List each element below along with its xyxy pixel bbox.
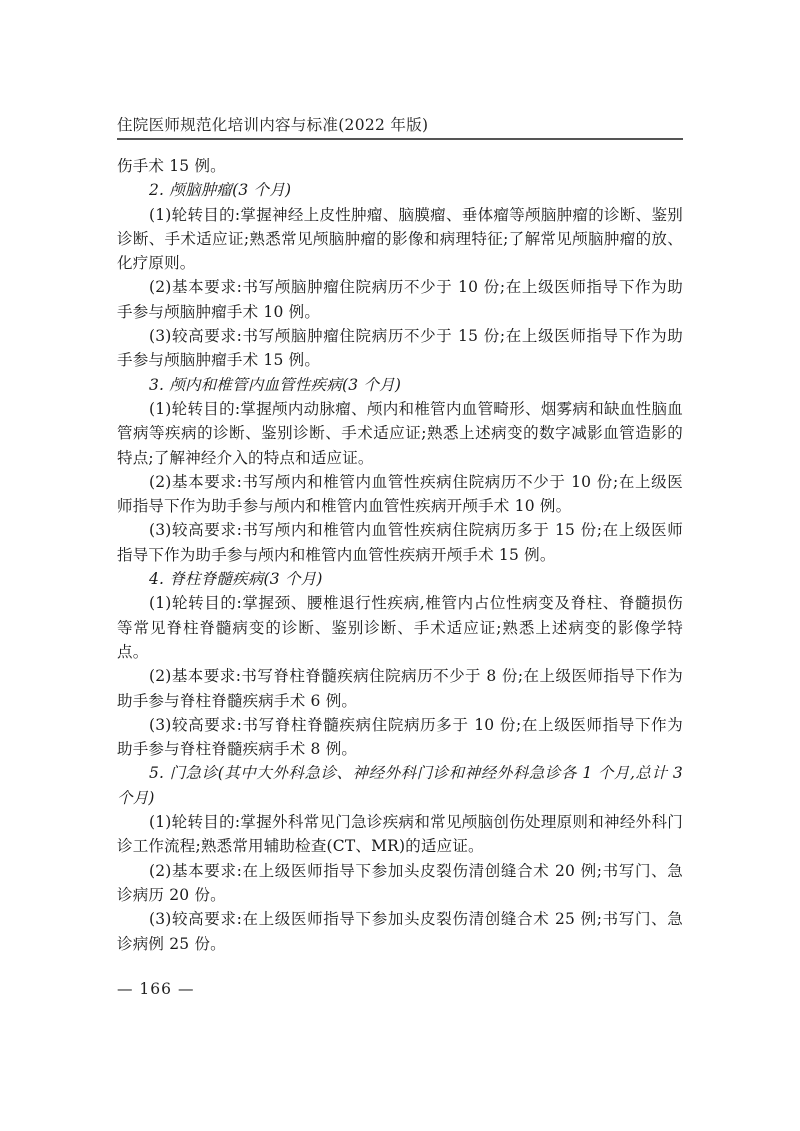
paragraph: (2)基本要求:在上级医师指导下参加头皮裂伤清创缝合术 20 例;书写门、急诊病历 20 份。: [117, 861, 683, 904]
paragraph: (1)轮转目的:掌握颅内动脉瘤、颅内和椎管内血管畸形、烟雾病和缺血性脑血管病等疾病的诊断、鉴别诊断、手术适应证;熟悉上述病变的数字减影血管造影的特点;了解神经介入的特点和适应证。: [117, 399, 683, 467]
section-heading: 4. 脊柱脊髓疾病(3 个月): [149, 570, 323, 589]
section-heading: 2. 颅脑肿瘤(3 个月): [149, 181, 292, 200]
paragraph: (3)较高要求:书写颅脑肿瘤住院病历不少于 15 份;在上级医师指导下作为助手参与颅脑肿瘤手术 15 例。: [117, 327, 683, 370]
paragraph: (2)基本要求:书写颅内和椎管内血管性疾病住院病历不少于 10 份;在上级医师指导下作为助手参与颅内和椎管内血管性疾病开颅手术 10 例。: [117, 472, 683, 516]
header-rule: [117, 138, 683, 140]
running-title: 住院医师规范化培训内容与标准(2022 年版): [117, 116, 429, 134]
paragraph: (1)轮转目的:掌握神经上皮性肿瘤、脑膜瘤、垂体瘤等颅脑肿瘤的诊断、鉴别诊断、手术适应证;熟悉常见颅脑肿瘤的影像和病理特征;了解常见颅脑肿瘤的放、化疗原则。: [117, 205, 683, 273]
paragraph: (2)基本要求:书写脊柱脊髓疾病住院病历不少于 8 份;在上级医师指导下作为助手参与脊柱脊髓疾病手术 6 例。: [117, 667, 683, 710]
paragraph: (3)较高要求:书写颅内和椎管内血管性疾病住院病历多于 15 份;在上级医师指导下作为助手参与颅内和椎管内血管性疾病开颅手术 15 例。: [117, 521, 683, 564]
paragraph: 伤手术 15 例。: [117, 157, 226, 175]
body-text: [117, 154, 683, 956]
paragraph: (2)基本要求:书写颅脑肿瘤住院病历不少于 10 份;在上级医师指导下作为助手参与颅脑肿瘤手术 10 例。: [117, 278, 683, 321]
paragraph: (3)较高要求:书写脊柱脊髓疾病住院病历多于 10 份;在上级医师指导下作为助手参与脊柱脊髓疾病手术 8 例。: [117, 715, 683, 759]
paragraph: (1)轮转目的:掌握颈、腰椎退行性疾病,椎管内占位性病变及脊柱、脊髓损伤等常见脊柱脊髓病变的诊断、鉴别诊断、手术适应证;熟悉上述病变的影像学特点。: [117, 594, 683, 661]
page-number: — 166 —: [117, 980, 195, 998]
section-heading: 3. 颅内和椎管内血管性疾病(3 个月): [149, 375, 402, 394]
section-heading: 5. 门急诊(其中大外科急诊、神经外科门诊和神经外科急诊各 1 个月,总计 3 个月): [117, 764, 683, 807]
paragraph: (1)轮转目的:掌握外科常见门急诊疾病和常见颅脑创伤处理原则和神经外科门诊工作流程;熟悉常用辅助检查(CT、MR)的适应证。: [117, 813, 683, 856]
paragraph: (3)较高要求:在上级医师指导下参加头皮裂伤清创缝合术 25 例;书写门、急诊病例 25 份。: [117, 910, 683, 953]
